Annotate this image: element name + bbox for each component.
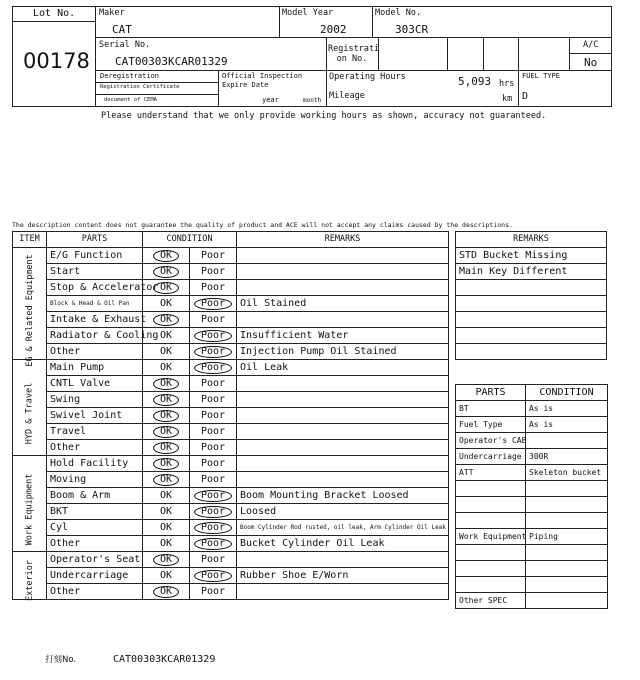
part-name: Intake & Exhaust [47,312,143,328]
remarks-line [456,280,607,296]
ok-label: OK [153,586,179,598]
part-name: Undercarriage [47,568,143,584]
stamp-value: CAT00303KCAR01329 [113,654,216,665]
item-group-cell [13,248,47,367]
part-name: E/G Function [47,248,143,264]
inspection-row [13,360,449,376]
operating-hours-value: 5,093 [458,75,492,88]
poor-label: Poor [194,506,232,518]
parts-condition: As is [526,417,608,433]
km-label: km [502,94,513,104]
poor-label: Poor [194,570,232,582]
poor-option[interactable] [190,296,237,312]
ok-label: OK [159,538,173,549]
remark-cell [237,472,449,488]
inspection-row [13,280,449,296]
inspection-row [13,536,449,552]
poor-label: Poor [200,282,226,293]
fuel-type-value: D [522,91,529,102]
parts-condition [526,593,608,609]
ok-option[interactable] [143,472,190,488]
inspection-row [13,392,449,408]
remarks-line [456,328,607,344]
ok-option[interactable] [143,392,190,408]
poor-option[interactable] [190,328,237,344]
ok-label: OK [159,346,173,357]
poor-label: Poor [200,586,226,597]
ok-label: OK [153,426,179,438]
condition-col-header: CONDITION [526,385,608,401]
poor-label: Poor [194,330,232,342]
remarks-line [456,312,607,328]
remark-cell [237,312,449,328]
remark-cell [237,456,449,472]
ok-option[interactable] [143,536,190,552]
parts-row [456,449,608,465]
ok-option[interactable] [143,248,190,264]
parts-name [456,481,526,497]
part-name: Moving [47,472,143,488]
inspection-row [13,408,449,424]
inspection-row [13,328,449,344]
ok-option[interactable] [143,344,190,360]
inspection-row [13,312,449,328]
item-group-label: HYD & Travel [24,382,35,445]
remarks-line-text [456,328,607,344]
remark-cell: Boom Cylinder Rod rusted, oil leak, Arm Cylinder Oil Leak [237,520,449,536]
item-group-cell [13,456,47,552]
part-name: Hold Facility [47,456,143,472]
model-no-label: Model No. [375,8,422,18]
part-name: BKT [47,504,143,520]
ok-option[interactable] [143,408,190,424]
poor-option[interactable] [190,440,237,456]
poor-label: Poor [200,250,226,261]
col-condition-header: CONDITION [143,232,237,248]
remark-cell [237,440,449,456]
maker-value: CAT [112,23,132,36]
ok-label: OK [159,362,173,373]
inspection-row [13,296,449,312]
parts-name [456,497,526,513]
poor-option[interactable] [190,248,237,264]
poor-option[interactable] [190,504,237,520]
remarks-line [456,264,607,280]
inspection-row [13,552,449,568]
part-name: Operator's Seat [47,552,143,568]
poor-label: Poor [194,490,232,502]
poor-option[interactable] [190,408,237,424]
part-name: Other [47,536,143,552]
poor-option[interactable] [190,520,237,536]
cema-label: document of CEMA [104,97,157,103]
remark-cell: Bucket Cylinder Oil Leak [237,536,449,552]
inspection-row [13,472,449,488]
part-name: Travel [47,424,143,440]
month-label: month [303,97,322,104]
ok-option[interactable] [143,376,190,392]
inspection-row [13,456,449,472]
item-group-label: Exterior [24,559,35,601]
ok-label: OK [159,298,173,309]
poor-option[interactable] [190,456,237,472]
poor-label: Poor [194,298,232,310]
parts-name [456,513,526,529]
parts-condition [526,545,608,561]
inspection-table [12,231,449,600]
part-name: Other [47,440,143,456]
parts-condition [526,513,608,529]
parts-name [456,577,526,593]
ok-label: OK [153,474,179,486]
year-label: year [262,96,279,104]
inspection-row [13,264,449,280]
lot-label: Lot No. [33,8,76,19]
remark-cell [237,552,449,568]
poor-option[interactable] [190,280,237,296]
parts-condition [526,561,608,577]
ac-value: No [584,56,598,69]
ok-option[interactable] [143,424,190,440]
poor-label: Poor [194,538,232,550]
remarks-line-text: STD Bucket Missing [456,248,607,264]
poor-option[interactable] [190,584,237,600]
ok-option[interactable] [143,264,190,280]
parts-row [456,401,608,417]
mileage-label: Mileage [329,91,365,101]
ok-option[interactable] [143,488,190,504]
ok-label: OK [153,266,179,278]
parts-name [456,545,526,561]
parts-row [456,545,608,561]
poor-label: Poor [200,442,226,453]
parts-row [456,561,608,577]
fuel-type-label: FUEL TYPE [522,72,560,80]
ok-label: OK [153,250,179,262]
parts-condition [526,481,608,497]
poor-option[interactable] [190,488,237,504]
remark-cell: Insufficient Water [237,328,449,344]
model-year-value: 2002 [320,23,347,36]
maker-label: Maker [99,8,125,18]
ok-label: OK [153,282,179,294]
poor-option[interactable] [190,376,237,392]
parts-row [456,497,608,513]
model-no-value: 303CR [395,23,429,36]
col-parts-header: PARTS [47,232,143,248]
item-group-cell [13,360,47,456]
part-name: Block & Head & Oil Pan [47,296,143,312]
poor-label: Poor [200,426,226,437]
poor-label: Poor [200,554,226,565]
header-note: Please understand that we only provide working hours as shown, accuracy not guaranteed. [101,111,547,121]
parts-condition [526,497,608,513]
poor-label: Poor [200,474,226,485]
poor-option[interactable] [190,568,237,584]
parts-condition-table [455,384,608,609]
parts-row [456,577,608,593]
part-name: Radiator & Cooling [47,328,143,344]
remark-cell [237,424,449,440]
ok-label: OK [159,522,173,533]
part-name: Other [47,584,143,600]
parts-name: Other SPEC [456,593,526,609]
ok-label: OK [159,330,173,341]
remark-cell [237,408,449,424]
remark-cell: Injection Pump Oil Stained [237,344,449,360]
ok-label: OK [159,490,173,501]
remarks-line-text [456,296,607,312]
inspection-row [13,344,449,360]
remarks-line [456,344,607,360]
parts-row [456,465,608,481]
remarks-line-text [456,344,607,360]
poor-option[interactable] [190,360,237,376]
part-name: Main Pump [47,360,143,376]
remark-cell: Boom Mounting Bracket Loosed [237,488,449,504]
inspection-row [13,584,449,600]
part-name: Boom & Arm [47,488,143,504]
ok-option[interactable] [143,456,190,472]
part-name: Stop & Accelerator [47,280,143,296]
remarks-line-text [456,280,607,296]
remark-cell: Oil Stained [237,296,449,312]
parts-name: ATT [456,465,526,481]
poor-label: Poor [200,394,226,405]
ok-option[interactable] [143,568,190,584]
inspection-row [13,440,449,456]
remark-cell [237,376,449,392]
registration-certificate-label: Registration Certificate [100,84,180,90]
ok-label: OK [153,314,179,326]
parts-name: Fuel Type [456,417,526,433]
parts-col-header: PARTS [456,385,526,401]
inspection-row [13,568,449,584]
stamp-label: 打刻No. [45,655,77,665]
operating-hours-label: Operating Hours [329,72,406,82]
parts-row [456,513,608,529]
ok-option[interactable] [143,296,190,312]
parts-row [456,529,608,545]
poor-label: Poor [194,522,232,534]
poor-option[interactable] [190,536,237,552]
remarks-line [456,296,607,312]
poor-label: Poor [194,346,232,358]
parts-name: Undercarriage [456,449,526,465]
parts-condition: Skeleton bucket [526,465,608,481]
col-item-header: ITEM [13,232,47,248]
ac-label: A/C [583,40,599,50]
remarks-line-text [456,312,607,328]
ok-label: OK [159,570,173,581]
parts-row [456,417,608,433]
remarks-box [455,231,607,360]
lot-number: 00178 [23,49,90,73]
inspection-row [13,488,449,504]
parts-condition [526,433,608,449]
ok-option[interactable] [143,440,190,456]
col-remarks-header: REMARKS [237,232,449,248]
poor-option[interactable] [190,264,237,280]
remarks-box-title: REMARKS [456,232,607,248]
remarks-line [456,248,607,264]
part-name: CNTL Valve [47,376,143,392]
parts-name: BT [456,401,526,417]
remark-cell: Loosed [237,504,449,520]
ok-label: OK [153,378,179,390]
ok-option[interactable] [143,504,190,520]
ok-option[interactable] [143,360,190,376]
remark-cell [237,264,449,280]
poor-option[interactable] [190,392,237,408]
ok-label: OK [153,442,179,454]
poor-option[interactable] [190,344,237,360]
parts-condition: As is [526,401,608,417]
ok-option[interactable] [143,584,190,600]
poor-option[interactable] [190,424,237,440]
inspection-row [13,424,449,440]
ok-label: OK [153,458,179,470]
inspection-row [13,376,449,392]
model-year-label: Model Year [282,8,334,18]
remark-cell [237,392,449,408]
item-group-label: EG & Related Equipment [24,253,35,367]
part-name: Start [47,264,143,280]
inspection-row [13,520,449,536]
poor-label: Poor [200,378,226,389]
parts-row [456,481,608,497]
remark-cell: Rubber Shoe E/Worn [237,568,449,584]
remarks-line-text: Main Key Different [456,264,607,280]
poor-label: Poor [200,458,226,469]
parts-row [456,593,608,609]
deregistration-label: Deregistration [100,72,160,80]
poor-option[interactable] [190,472,237,488]
parts-row [456,433,608,449]
parts-condition: Piping [526,529,608,545]
inspection-row [13,504,449,520]
remark-cell [237,584,449,600]
ok-label: OK [153,410,179,422]
ok-option[interactable] [143,520,190,536]
inspection-header-row [13,232,449,248]
part-name: Swing [47,392,143,408]
remark-cell [237,248,449,264]
item-group-label: Work Equipment [24,473,35,546]
poor-label: Poor [200,314,226,325]
poor-option[interactable] [190,312,237,328]
parts-condition [526,577,608,593]
poor-label: Poor [194,362,232,374]
remark-cell [237,280,449,296]
poor-label: Poor [200,266,226,277]
item-group-cell [13,552,47,600]
poor-option[interactable] [190,552,237,568]
inspection-row [13,248,449,264]
ok-label: OK [153,554,179,566]
ok-option[interactable] [143,552,190,568]
parts-condition: 300R [526,449,608,465]
disclaimer: The description content does not guarantee the quality of product and ACE will not accept any claims caused by the descriptions. [12,221,513,229]
ok-label: OK [153,394,179,406]
part-name: Swivel Joint [47,408,143,424]
part-name: Cyl [47,520,143,536]
serial-label: Serial No. [99,40,151,50]
serial-value: CAT00303KCAR01329 [115,55,228,68]
hrs-label: hrs [499,79,515,89]
poor-label: Poor [200,410,226,421]
parts-name [456,561,526,577]
remark-cell: Oil Leak [237,360,449,376]
ok-label: OK [159,506,173,517]
parts-name: Work Equipment [456,529,526,545]
parts-name: Operator's CAB [456,433,526,449]
registration-label: Registrati on No. [328,44,380,64]
ok-option[interactable] [143,312,190,328]
part-name: Other [47,344,143,360]
inspection-label: Official Inspection Expire Date [222,72,303,89]
